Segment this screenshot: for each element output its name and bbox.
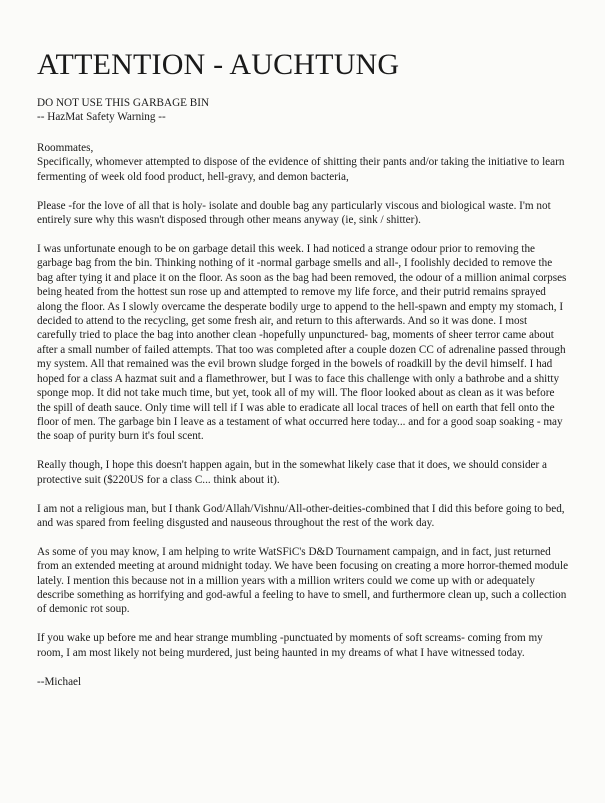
warning-subheading <box>37 97 569 124</box>
letter-body <box>37 141 569 689</box>
salutation: Roommates, <box>37 142 94 154</box>
paragraph-protective-suit: Really though, I hope this doesn't happen again, but in the somewhat likely case that it does, we should consider a protective suit ($220US for a class C... think about it). <box>37 459 548 486</box>
warning-line-2: -- HazMat Safety Warning -- <box>37 110 166 123</box>
signature: --Michael <box>37 675 82 688</box>
paragraph-strange-mumbling: If you wake up before me and hear strange mumbling -punctuated by moments of soft screams- coming from my room, I am most likely not being murdered, just being haunted in my dreams of what I have witnessed today. <box>37 632 543 659</box>
paragraph-please-double-bag: Please -for the love of all that is holy- isolate and double bag any particularly viscous and biological waste. I'm not entirely sure why this wasn't disposed through other means anyway (ie, sink / shitter). <box>37 199 551 227</box>
notice-title: ATTENTION - AUCHTUNG <box>37 48 400 81</box>
warning-line-1: DO NOT USE THIS GARBAGE BIN <box>37 97 210 109</box>
paragraph-specifically: Specifically, whomever attempted to dispose of the evidence of shitting their pants and/or taking the initiative to learn fermenting of week old food product, hell-gravy, and demon bacteria, <box>37 156 565 183</box>
paragraph-dnd-campaign: As some of you may know, I am helping to write WatSFiC's D&D Tournament campaign, and in fact, just returned from an extended meeting at around midnight today. We have been focusing on creating a more horror-themed module lately. I mention this because not in a million years with a million writers could we come up with or adequately describe something as horrifying and god-awful a feeling to have to smell, and furthermore clean up, such a collection of demonic rot soup. <box>37 545 569 616</box>
paragraph-not-religious: I am not a religious man, but I thank God/Allah/Vishnu/All-other-deities-combined that I did this before going to bed, and was spared from feeling disgusted and nauseous throughout the rest of the work day. <box>37 502 565 529</box>
paragraph-garbage-detail-story: I was unfortunate enough to be on garbage detail this week. I had noticed a strange odour prior to removing the garbage bag from the bin. Thinking nothing of it -normal garbage smells and all-, I foolishly decided to remove the bag after tying it and place it on the floor. As soon as the bag had been removed, the odour of a million animal corpses being heated from the hottest sun rose up and attempted to remove my life force, and their putrid remains sprayed along the floor. As I slowly overcame the desperate bodily urge to append to the hell-spawn and empty my stomach, I decided to attend to the recycling, get some fresh air, and return to this afterwards. And so it was done. I most carefully tried to place the bag into another clean -hopefully unpunctured- bag, moments of sheer terror came about after a small number of failed attempts. That too was completed after a couple dozen CC of adrenaline passed through my system. All that remained was the evil brown sludge forged in the bowels of roadkill by the devil himself. I had hoped for a class A hazmat suit and a flamethrower, but I was to face this challenge with only a bathrobe and a shitty sponge mop. It did not take much time, but yet, took all of my will. The floor looked about as clean as it was before the spill of death sauce. Only time will tell if I was able to eradicate all local traces of hell on earth that fell onto the floor of men. The garbage bin I leave as a testament of what occurred here today... and for a good soap soaking - may the soap of purity burn it's foul scent. <box>37 243 567 443</box>
